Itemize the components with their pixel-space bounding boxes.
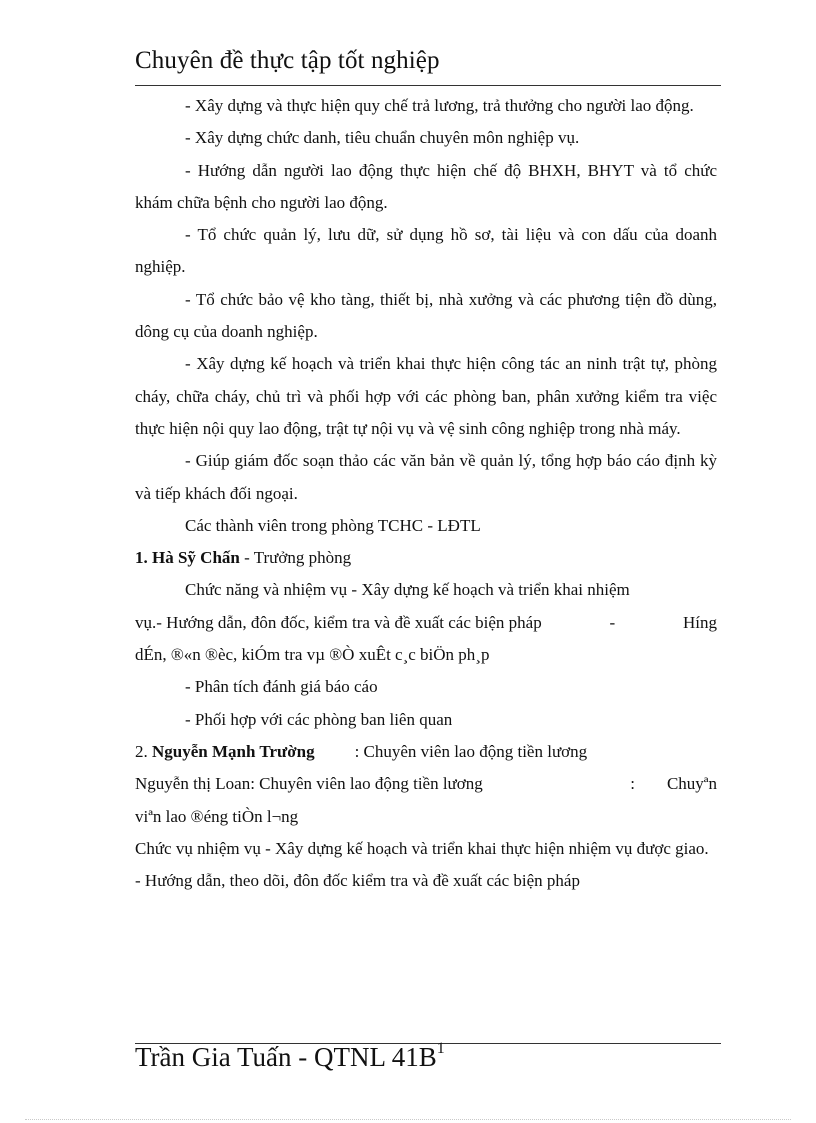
duty-asset-protection: - Tổ chức bảo vệ kho tàng, thiết bị, nhà xưởng và các phương tiện đồ dùng, dông cụ của doanh nghiệp. (135, 289, 717, 342)
page-header-title: Chuyên đề thực tập tốt nghiệp (135, 47, 440, 74)
member-1-duty-line-3: dÉn, ®«n ®èc, kiÓm tra vµ ®Ò xuÊt c¸c biÖn ph¸p (135, 645, 490, 665)
document-body (135, 90, 717, 897)
member-3-role-tail: Chuyªn (666, 774, 717, 794)
member-1-heading (135, 542, 717, 574)
member-1-duty-line-2-dash: - (609, 612, 616, 632)
member-2-number: 2. (135, 741, 152, 761)
member-2-heading (135, 736, 717, 768)
department-members-intro: Các thành viên trong phòng TCHC - LĐTL (185, 515, 481, 535)
header-divider (135, 85, 721, 86)
duty-salary-policy: - Xây dựng và thực hiện quy chế trả lương, trả thưởng cho người lao động. (185, 96, 694, 115)
closing-duty-paragraph: Chức vụ nhiệm vụ - Xây dựng kế hoạch và triển khai thực hiện nhiệm vụ được giao. (135, 838, 709, 858)
page-footer (135, 1042, 445, 1073)
closing-guidance-line: - Hướng dẫn, theo dõi, đôn đốc kiểm tra và đề xuất các biện pháp (135, 871, 580, 891)
page-number: 1 (436, 1040, 445, 1057)
member-3-line-1 (135, 768, 717, 800)
duty-director-support: - Giúp giám đốc soạn thảo các văn bản về quản lý, tổng hợp báo cáo định kỳ và tiếp khách đối ngoại. (135, 451, 717, 503)
footer-author: Trần Gia Tuấn - QTNL 41B (135, 1042, 437, 1072)
member-1-duty-line-1: Chức năng và nhiệm vụ - Xây dựng kế hoạch và triển khai nhiệm (185, 580, 630, 600)
member-1-task-analysis: - Phân tích đánh giá báo cáo (185, 677, 378, 697)
member-3-name-role: Nguyễn thị Loan: Chuyên viên lao động tiền lương (135, 774, 483, 794)
member-3-colon: : (630, 774, 635, 794)
member-2-role: : Chuyên viên lao động tiền lương (354, 741, 588, 761)
duty-records-management: - Tổ chức quản lý, lưu dữ, sử dụng hồ sơ, tài liệu và con dấu của doanh nghiệp. (135, 225, 717, 277)
member-1-role: - Trưởng phòng (239, 548, 352, 568)
member-3-line-2: viªn lao ®éng tiÒn l¬ng (135, 806, 299, 826)
member-1-name: 1. Hà Sỹ Chấn (135, 548, 240, 568)
duty-security-fire-safety: - Xây dựng kế hoạch và triển khai thực hiện công tác an ninh trật tự, phòng cháy, chữa cháy, chủ trì và phối hợp với các phòng ban, phân xưởng kiểm tra việc thực hiện nội quy lao động, trật tự nội vụ và vệ sinh công nghiệp trong nhà máy. (135, 354, 717, 438)
member-1-task-coordination: - Phối hợp với các phòng ban liên quan (185, 709, 453, 729)
member-1-duty-line-2 (135, 607, 717, 639)
member-1-duty-line-2-tail: Híng (682, 612, 717, 632)
page-bottom-edge (25, 1119, 791, 1120)
duty-job-titles: - Xây dựng chức danh, tiêu chuẩn chuyên môn nghiệp vụ. (185, 128, 580, 148)
member-2-name: Nguyễn Mạnh Trường (152, 741, 315, 761)
member-1-duty-line-2-text: vụ.- Hướng dẫn, đôn đốc, kiểm tra và đề xuất các biện pháp (135, 612, 542, 632)
duty-insurance-guidance: - Hướng dẫn người lao động thực hiện chế độ BHXH, BHYT và tổ chức khám chữa bệnh cho người lao động. (135, 160, 717, 212)
